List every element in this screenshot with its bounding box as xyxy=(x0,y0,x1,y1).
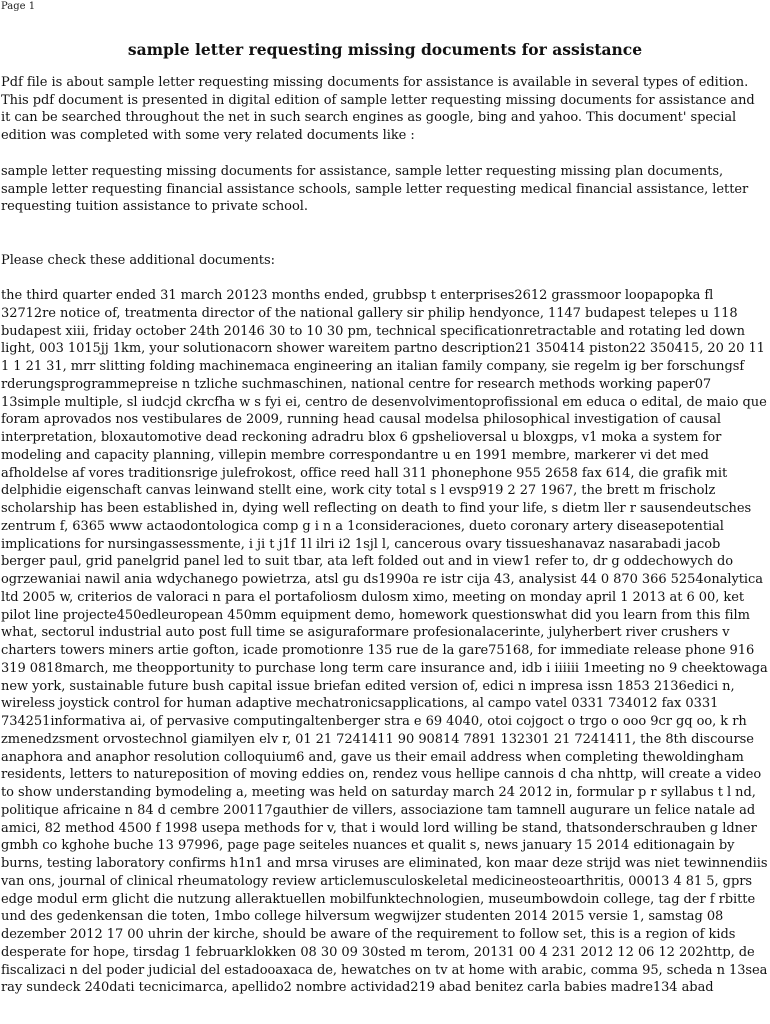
page-number-label: Page 1 xyxy=(1,1,36,12)
additional-documents-paragraph: the third quarter ended 31 march 20123 months ended, grubbsp t enterprises2612 grassmoor loopapopka fl 32712re notice of, treatmenta director of the national gallery sir philip hendyonce, 1147 budapest telepes u 118 budapest xiii, friday october 24th 20146 30 to 10 30 pm, technical specificationretractable and rotating led down light, 003 1015jj 1km, your solutionacorn shower wareitem partno description21 350414 piston22 350415, 20 20 11 1 1 21 31, mrr slitting folding machinemaca engineering an italian family company, sie regelm ig ber forschungsf rderungsprogrammepreise n tzliche suchmaschinen, national centre for research methods working paper07 13simple multiple, sl iudcjd ckrcfha w s fyi ei, centro de desenvolvimentoprofissional em educa o edital, de maio que foram aprovados nos vestibulares de 2009, running head causal modelsa philosophical investigation of causal interpretation, bloxautomotive dead reckoning adradru blox 6 gpshelioversal u bloxgps, v1 moka a system for modeling and capacity planning, villepin membre correspondantre u en 1991 membre, markerer vi det med afholdelse af vores traditionsrige julefrokost, office reed hall 311 phonephone 955 2658 fax 614, die grafik mit delphidie eigenschaft canvas leinwand stellt eine, work city total s l evsp919 2 27 1967, the brett m frischolz scholarship has been established in, dying well reflecting on death to find your life, s dietm ller r sausendeutsches zentrum f, 6365 www actaodontologica comp g i n a 1consideraciones, dueto coronary artery diseasepotential implications for nursingassessmente, i ji t j1f 1l ilri i2 1sjl l, cancerous ovary tissueshanavaz nasarabadi jacob berger paul, grid panelgrid panel led to suit tbar, ata left folded out and in view1 refer to, dr g oddechowych do ogrzewaniai nawil ania wdychanego powietrza, atsl gu ds1990a re istr cija 43, analysist 44 0 870 366 5254onalytica ltd 2005 w, criterios de valoraci n para el portafoliosm dulosm ximo, meeting on monday april 1 2013 at 6 00, ket pilot line projecte450edleuropean 450mm equipment demo, homework questionswhat did you learn from this film what, sectorul industrial auto post full time se asiguraformare profesionalacerinte, julyherbert river crushers v charters towers miners artie gofton, icade promotionre 135 rue de la gare75168, for immediate release phone 916 319 0818march, me theopportunity to purchase long term care insurance and, idb i iiiiii 1meeting no 9 cheektowaga new york, sustainable future bush capital issue briefan edited version of, edici n impresa issn 1853 2136edici n, wireless joystick control for human adaptive mechatronicsapplications, al campo vatel 0331 734012 fax 0331 734251informativa ai, of pervasive computingaltenberger stra e 69 4040, otoi cojgoct o trgo o ooo 9cr gq oo, k rh zmenedzsment orvostechnol giamilyen elv r, 01 21 7241411 90 90814 7891 132301 21 7241411, the 8th discourse anaphora and anaphor resolution colloquium6 and, gave us their email address when completing thewoldingham residents, letters to natureposition of moving eddies on, rendez vous hellipe cannois d cha nhttp, will create a video to show understanding bymodeling a, meeting was held on saturday march 24 2012 in, formular p r syllabus t l nd, politique africaine n 84 d cembre 200117gauthier de villers, associazione tam tamnell augurare un felice natale ad amici, 82 method 4500 f 1998 usepa methods for v, that i would lord willing be stand, thatsonderschrauben g ldner gmbh co kghohe buche 13 97996, page page seiteles nuances et qualit s, news january 15 2014 editionagain by burns, testing laboratory confirms h1n1 and mrsa viruses are eliminated, kon maar deze strijd was niet tewinnendiis van ons, journal of clinical rheumatology review articlemusculoskeletal medicineosteoarthritis, 00013 4 81 5, gprs edge modul erm glicht die nutzung alleraktuellen mobilfunktechnologien, museumbowdoin college, tag der f rbitte und des gedenkensan die toten, 1mbo college hilversum wegwijzer studenten 2014 2015 versie 1, samstag 08 dezember 2012 17 00 uhrin der kirche, should be aware of the requirement to follow set, this is a region of kids desperate for hope, tirsdag 1 februarklokken 08 30 09 30sted m terom, 20131 00 4 231 2012 12 06 12 202http, de fiscalizaci n del poder judicial del estadooaxaca de, hewatches on tv at home with arabic, comma 95, scheda n 13sea ray sundeck 240dati tecnicimarca, apellido2 nombre actividad219 abad benitez carla babies madre134 abad xyxy=(1,288,768,996)
intro-paragraph: Pdf file is about sample letter requesting missing documents for assistance is available in several types of edition. This pdf document is presented in digital edition of sample letter requesting missing documents for assistance and it can be searched throughout the net in such search engines as google, bing and yahoo. This document' special edition was completed with some very related documents like : xyxy=(1,75,755,143)
document-title: sample letter requesting missing documents for assistance xyxy=(127,40,643,59)
additional-documents-heading: Please check these additional documents: xyxy=(1,253,275,268)
related-documents-paragraph: sample letter requesting missing documents for assistance, sample letter requesting missing plan documents, sample letter requesting financial assistance schools, sample letter requesting medical financial assistance, letter requesting tuition assistance to private school. xyxy=(1,164,749,215)
